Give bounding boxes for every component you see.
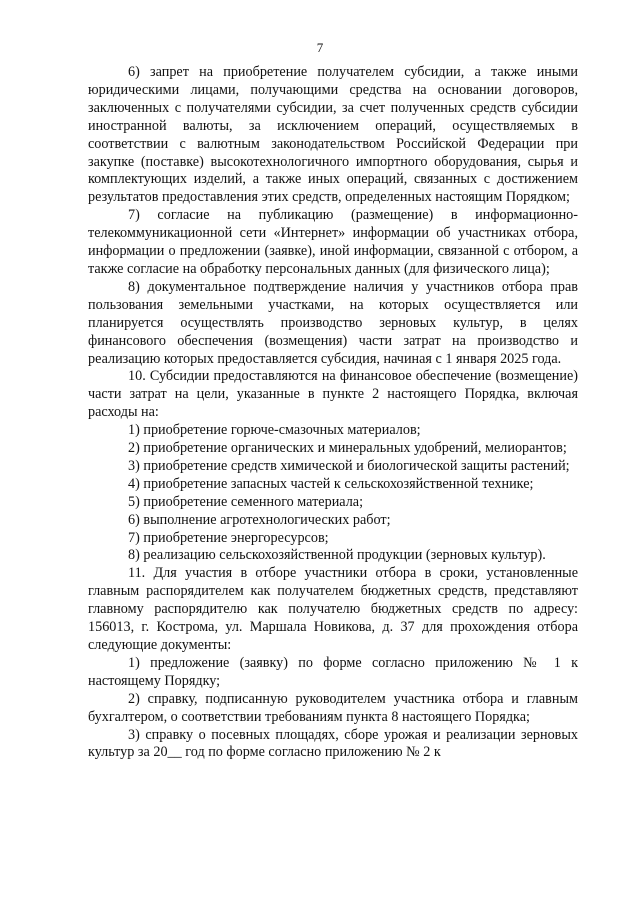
document-body: [88, 64, 578, 762]
paragraph-item-8-land-rights: 8) документальное подтверждение наличия у участников отбора прав пользования земельными участками, на которых осуществляется или планируется осуществлять производство зерновых культур, в целях финансового обеспечения (возмещения) части затрат на производство и реализацию которых предоставляется субсидия, начиная с 1 января 2025 года.: [88, 278, 578, 367]
paragraph-item-6-prohibition: 6) запрет на приобретение получателем субсидии, а также иными юридическими лицами, получающими средства на основании договоров, заключенных с получателями субсидии, за счет полученных средств субсидии иностранной валюты, за исключением операций, осуществляемых в соответствии с валютным законодательством Российской Федерации при закупке (поставке) высокотехнологичного импортного оборудования, сырья и комплектующих изделий, а также иных операций, связанных с достижением результатов предоставления этих средств, определенных настоящим Порядком;: [88, 64, 578, 206]
list-item-fertilizers: 2) приобретение органических и минеральных удобрений, мелиорантов;: [128, 440, 567, 457]
list-item-spare-parts: 4) приобретение запасных частей к сельскохозяйственной технике;: [128, 475, 534, 492]
page-number: 7: [316, 40, 324, 55]
doc-item-application: 1) предложение (заявку) по форме согласно приложению № 1 к настоящему Порядку;: [88, 654, 578, 689]
doc-item-certificate: 2) справку, подписанную руководителем участника отбора и главным бухгалтером, о соответствии требованиям пункта 8 настоящего Порядка;: [88, 690, 578, 725]
paragraph-clause-10: 10. Субсидии предоставляются на финансовое обеспечение (возмещение) части затрат на цели, указанные в пункте 2 настоящего Порядка, включая расходы на:: [88, 368, 578, 421]
list-item-sales: 8) реализацию сельскохозяйственной продукции (зерновых культур).: [128, 547, 546, 564]
list-item-seeds: 5) приобретение семенного материала;: [128, 493, 364, 510]
list-item-fuel: 1) приобретение горюче-смазочных материалов;: [128, 422, 421, 439]
paragraph-clause-11: 11. Для участия в отборе участники отбора в сроки, установленные главным распорядителем как получателем бюджетных средств, представляют главному распорядителю как получателю бюджетных средств по адресу: 156013, г. Кострома, ул. Маршала Новикова, д. 37 для прохождения отбора следующие документы:: [88, 565, 578, 653]
doc-item-crop-report: 3) справку о посевных площадях, сборе урожая и реализации зерновых культур за 20__ год по форме согласно приложению № 2 к: [88, 726, 578, 761]
list-item-agro-works: 6) выполнение агротехнологических работ;: [128, 511, 391, 528]
list-item-plant-protection: 3) приобретение средств химической и биологической защиты растений;: [128, 457, 570, 474]
list-item-energy: 7) приобретение энергоресурсов;: [128, 529, 329, 546]
paragraph-item-7-consent: 7) согласие на публикацию (размещение) в информационно-телекоммуникационной сети «Интернет» информации об участниках отбора, информации о предложении (заявке), иной информации, связанной с отбором, а также согласие на обработку персональных данных (для физического лица);: [88, 207, 578, 277]
